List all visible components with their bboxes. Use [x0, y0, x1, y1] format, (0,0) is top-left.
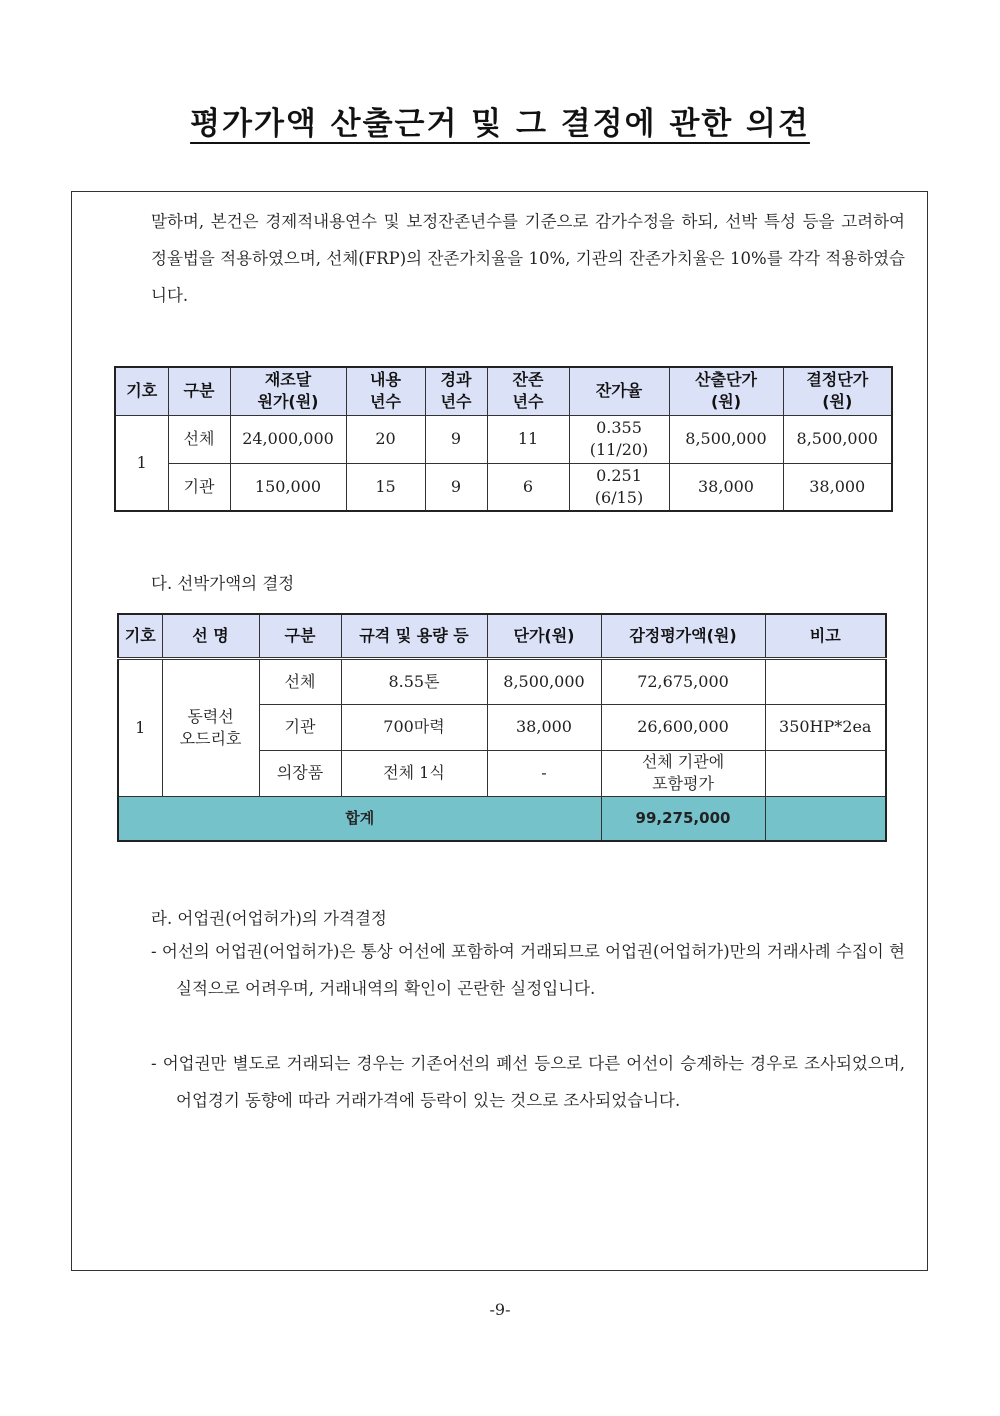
cell-calc-price: 8,500,000 [669, 415, 783, 463]
cell-note [765, 750, 886, 796]
bullet-paragraph-1: - 어선의 어업권(어업허가)은 통상 어선에 포함하여 거래되므로 어업권(어업허가)만의 거래사례 수집이 현실적으로 어려우며, 거래내역의 확인이 곤란한 실정입니다. [151, 942, 905, 998]
cell-elapsed-years: 9 [425, 463, 487, 511]
header-useful-life: 내용 년수 [346, 367, 425, 415]
cell-remaining-years: 6 [487, 463, 569, 511]
cell-remaining-years: 11 [487, 415, 569, 463]
page-title: 평가가액 산출근거 및 그 결정에 관한 의견 [190, 106, 810, 142]
page-number: -9- [489, 1300, 511, 1319]
cell-residual-rate: 0.251 (6/15) [569, 463, 669, 511]
cell-spec: 전체 1식 [341, 750, 487, 796]
cell-unit-price: - [487, 750, 601, 796]
intro-paragraph: 말하며, 본건은 경제적내용연수 및 보정잔존년수를 기준으로 감가수정을 하되, 선박 특성 등을 고려하여 정율법을 적용하였으며, 선체(FRP)의 잔존가치율을 10%, 기관의 잔존가치율은 10%를 각각 적용하였습니다. [151, 212, 905, 305]
header-final-price: 결정단가 (원) [783, 367, 892, 415]
cell-appraisal: 선체 기관에 포함평가 [601, 750, 765, 796]
cell-final-price: 8,500,000 [783, 415, 892, 463]
page-title-wrap [0, 98, 1000, 143]
cell-category: 기관 [259, 704, 341, 750]
header-unit-price: 단가(원) [487, 614, 601, 658]
total-value: 99,275,000 [601, 796, 765, 841]
total-row [118, 796, 886, 841]
table-row [118, 658, 886, 704]
ship-value-table [117, 613, 887, 842]
section-heading-ra: 라. 어업권(어업허가)의 가격결정 [151, 909, 387, 928]
header-category: 구분 [259, 614, 341, 658]
header-elapsed-years: 경과 년수 [425, 367, 487, 415]
header-rebuild-cost: 재조달 원가(원) [230, 367, 346, 415]
header-category: 구분 [168, 367, 230, 415]
cell-useful-life: 20 [346, 415, 425, 463]
cell-category: 선체 [168, 415, 230, 463]
header-ship-name: 선 명 [162, 614, 259, 658]
table-row [115, 463, 892, 511]
bullet-paragraph-2: - 어업권만 별도로 거래되는 경우는 기존어선의 폐선 등으로 다른 어선이 승계하는 경우로 조사되었으며, 어업경기 동향에 따라 거래가격에 등락이 있는 것으로 조사되었습니다. [151, 1054, 905, 1110]
header-remaining-years: 잔존 년수 [487, 367, 569, 415]
cell-note: 350HP*2ea [765, 704, 886, 750]
header-calc-price: 산출단가 (원) [669, 367, 783, 415]
cell-rebuild-cost: 150,000 [230, 463, 346, 511]
cell-residual-rate: 0.355 (11/20) [569, 415, 669, 463]
header-no: 기호 [115, 367, 168, 415]
cell-elapsed-years: 9 [425, 415, 487, 463]
cell-useful-life: 15 [346, 463, 425, 511]
cell-calc-price: 38,000 [669, 463, 783, 511]
cell-category: 선체 [259, 658, 341, 704]
cell-spec: 8.55톤 [341, 658, 487, 704]
header-residual-rate: 잔가율 [569, 367, 669, 415]
total-note [765, 796, 886, 841]
cell-spec: 700마력 [341, 704, 487, 750]
ship-name: 동력선 오드리호 [162, 658, 259, 796]
depreciation-table [114, 366, 893, 512]
total-label: 합계 [118, 796, 601, 841]
cell-unit-price: 38,000 [487, 704, 601, 750]
header-appraisal: 감정평가액(원) [601, 614, 765, 658]
cell-appraisal: 72,675,000 [601, 658, 765, 704]
header-note: 비고 [765, 614, 886, 658]
row-no: 1 [115, 415, 168, 511]
header-spec: 규격 및 용량 등 [341, 614, 487, 658]
cell-category: 의장품 [259, 750, 341, 796]
cell-note [765, 658, 886, 704]
table-row [115, 415, 892, 463]
header-no: 기호 [118, 614, 162, 658]
section-heading-da: 다. 선박가액의 결정 [151, 574, 295, 593]
cell-appraisal: 26,600,000 [601, 704, 765, 750]
cell-rebuild-cost: 24,000,000 [230, 415, 346, 463]
row-no: 1 [118, 658, 162, 796]
cell-final-price: 38,000 [783, 463, 892, 511]
cell-category: 기관 [168, 463, 230, 511]
cell-unit-price: 8,500,000 [487, 658, 601, 704]
